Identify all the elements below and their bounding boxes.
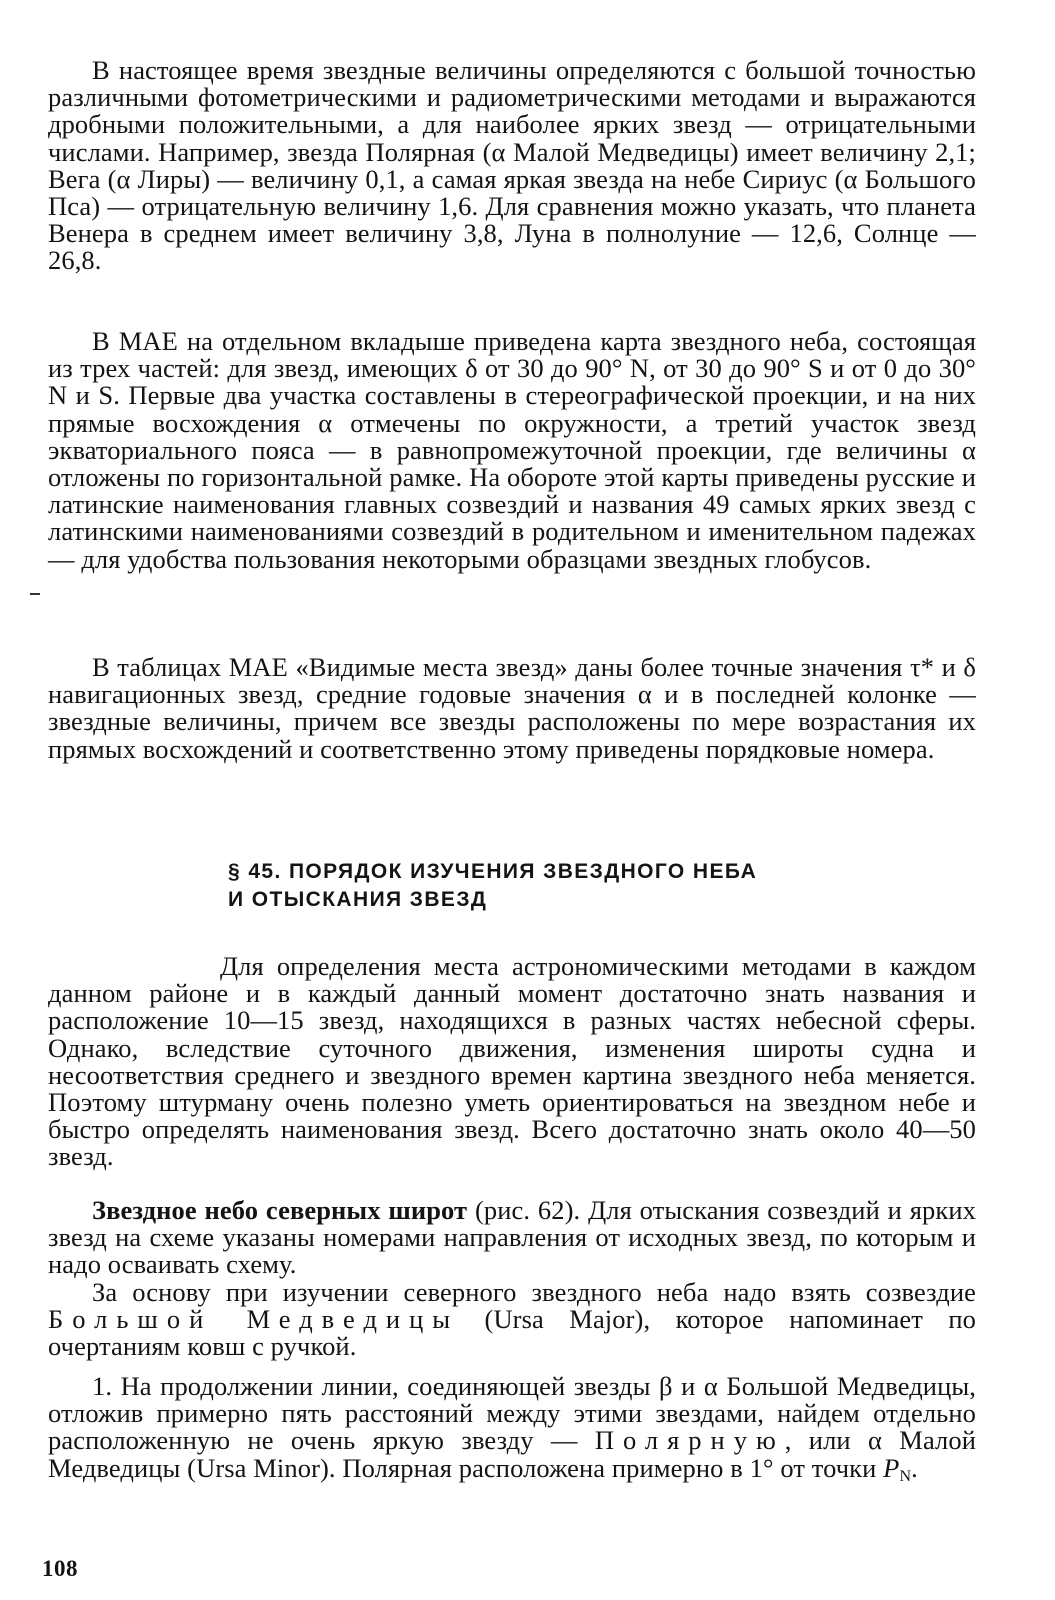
step-1-text-before: 1. На продолжении линии, соединяющей звезды β и α Большой Медведицы, отложив примерно пять расстояний между этими звездами, найдем отдельно расположенную не очень яркую звезду — <box>48 1371 976 1456</box>
paragraph-ursa-major <box>48 1279 976 1361</box>
ursa-major-text-after: (Ursa Major), которое напоминает по очертаниям ковш с ручкой. <box>48 1304 976 1362</box>
celestial-pole-subscript: N <box>899 1467 912 1485</box>
page-number: 108 <box>42 1556 78 1581</box>
celestial-pole-letter: P <box>883 1452 900 1483</box>
ursa-major-spaced-name: Большой Медведицы <box>48 1304 460 1335</box>
ursa-major-text-before: За основу при изучении северного звездного неба надо взять созвездие <box>92 1277 976 1307</box>
northern-sky-run-in-heading: Звездное небо северных широт <box>92 1195 468 1225</box>
northern-sky-text: (рис. 62). Для отыскания созвездий и ярких звезд на схеме указаны номерами направления от исходных звезд, по которым и надо осваивать схему. <box>48 1195 976 1280</box>
paragraph-mae-tables: В таблицах МАЕ «Видимые места звезд» даны более точные значения τ* и δ навигационных звезд, средние годовые значения α и в последней колонке — звездные величины, причем все звезды расположены по мере возрастания их прямых восхождений и соответственно этому приведены порядковые номера. <box>48 652 976 764</box>
section-heading-line-2: И ОТЫСКАНИЯ ЗВЕЗД <box>228 888 488 911</box>
margin-dash-mark <box>30 593 40 595</box>
section-heading-line-1: § 45. ПОРЯДОК ИЗУЧЕНИЯ ЗВЕЗДНОГО НЕБА <box>228 860 758 883</box>
step-1-text-end: . <box>911 1452 918 1483</box>
paragraph-star-chart: В МАЕ на отдельном вкладыше приведена карта звездного неба, состоящая из трех частей: для звезд, имеющих δ от 30 до 90° N, от 30 до 90° S и от 0 до 30° N и S. Первые два участка составлены в стереографической проекции, и на них прямые восхождения α отмечены по окружности, а третий участок звезд экваториального пояса — в равнопромежуточной проекции, где величины α отложены по горизонтальной рамке. На обороте этой карты приведены русские и латинские наименования главных созвездий и названия 49 самых ярких звезд с латинскими наименованиями созвездий в родительном и именительном падежах — для удобства пользования некоторыми образцами звездных глобусов. <box>48 326 976 574</box>
paragraph-step-1 <box>48 1373 976 1490</box>
paragraph-northern-sky <box>48 1197 976 1279</box>
section-heading <box>228 858 868 914</box>
polaris-spaced-name: Полярную <box>594 1425 785 1456</box>
section-intro-paragraph: Для определения места астрономическими методами в каждом данном районе и в каждый данный момент достаточно знать названия и расположение 10—15 звезд, находящихся в разных частях небесной сферы. Однако, вследствие суточного движения, изменения широты судна и несоответствия среднего и звездного времен картина звездного неба меняется. Поэтому штурману очень полезно уметь ориентироваться на звездном небе и быстро определять наименования звезд. Всего достаточно знать около 40—50 звезд. <box>48 951 976 1172</box>
step-1-text-middle: , или α Малой Медведицы (Ursa Minor). Полярная расположена примерно в 1° от точки <box>48 1425 976 1483</box>
paragraph-star-magnitudes: В настоящее время звездные величины определяются с большой точностью различными фотометрическими и радиометрическими методами и выражаются дробными положительными, а для наиболее ярких звезд — отрицательными числами. Например, звезда Полярная (α Малой Медведицы) имеет величину 2,1; Вега (α Лиры) — величину 0,1, а самая яркая звезда на небе Сириус (α Большого Пса) — отрицательную величину 1,6. Для сравнения можно указать, что планета Венера в среднем имеет величину 3,8, Луна в полнолуние — 12,6, Солнце — 26,8. <box>48 55 976 276</box>
